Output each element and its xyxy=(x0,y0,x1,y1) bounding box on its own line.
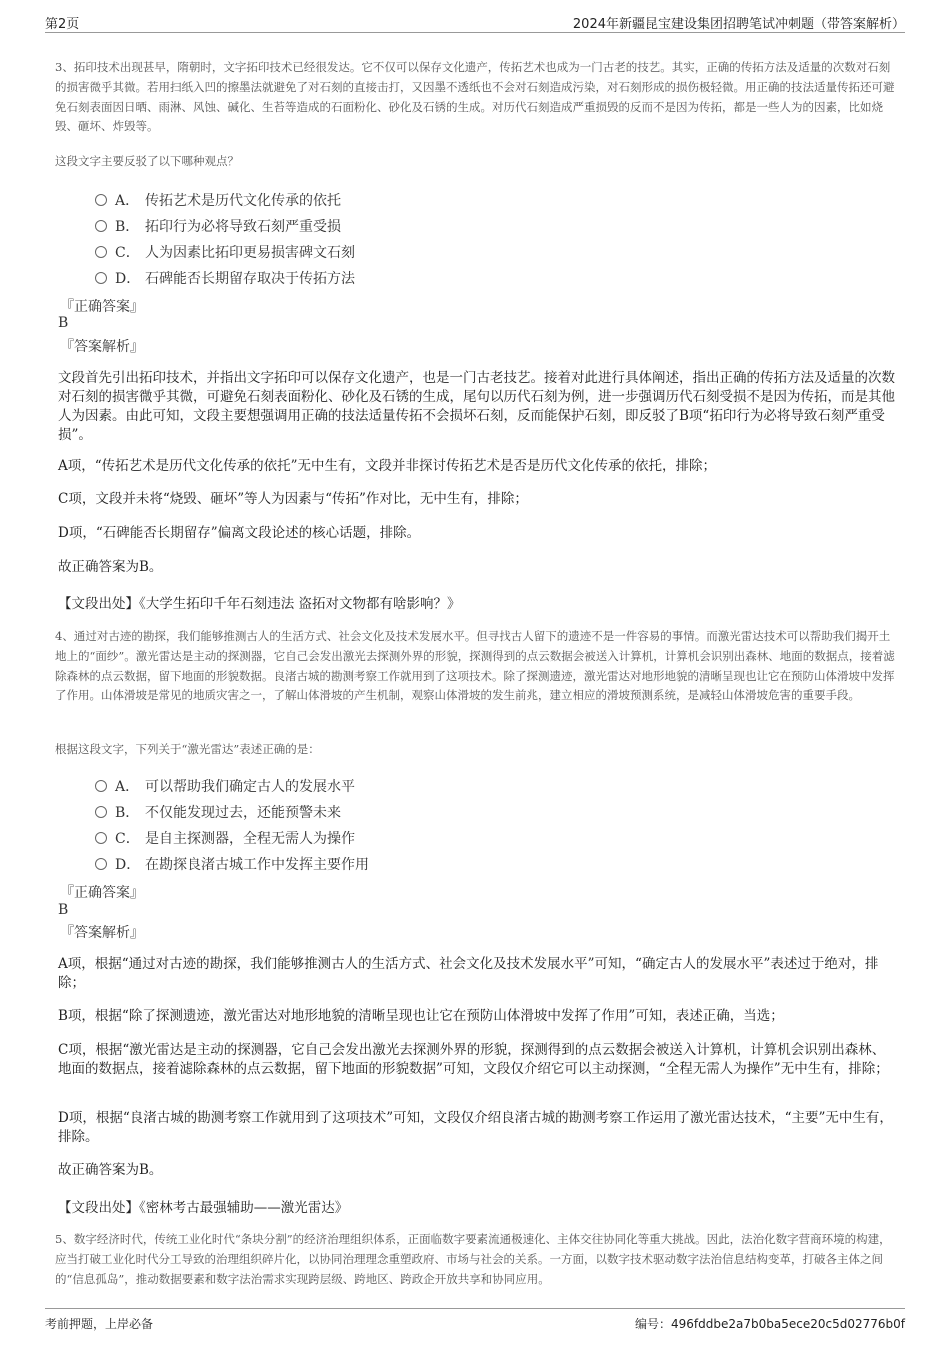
q4-analysis-3: C项，根据“激光雷达是主动的探测器，它自己会发出激光去探测外界的形貌，探测得到的点云数据会被送入计算机，计算机会识别出森林、地面的数据点，接着滤除森林的点云数据，留下地面的形貌数据”可知，文段仅介绍它可以主动探测，“全程无需人为操作”无中生有，排除； xyxy=(58,1042,889,1077)
page-number: 第2页 xyxy=(45,17,80,32)
q4-analysis-4: D项，根据“良渚古城的勘测考察工作就用到了这项技术”可知，文段仅介绍良渚古城的勘测考察工作运用了激光雷达技术，“主要”无中生有，排除。 xyxy=(58,1110,893,1145)
q3-passage: 3、拓印技术出现甚早，隋朝时，文字拓印技术已经很发达。它不仅可以保存文化遗产，传拓艺术也成为一门古老的技艺。其实，正确的传拓方法及适量的次数对石刻的损害微乎其微。若用扫纸入凹的擦墨法就避免了对石刻的直接击打，又因墨不透纸也不会对石刻造成污染，对石刻形成的损伤极轻微。用正确的技法适量传拓还可避免石刻表面因日晒、雨淋、风蚀、碱化、生苔等造成的石面粉化、砂化及石锈的生成。对历代石刻造成严重损毁的反而不是因为传拓，都是一些人为的因素，比如烧毁、砸坏、炸毁等。 xyxy=(55,60,895,134)
radio-icon[interactable] xyxy=(95,272,107,284)
q4-option-a[interactable]: A． 可以帮助我们确定古人的发展水平 xyxy=(95,773,369,799)
radio-icon[interactable] xyxy=(95,832,107,844)
q3-analysis-3: C项，文段并未将“烧毁、砸坏”等人为因素与“传拓”作对比，无中生有，排除； xyxy=(58,491,528,507)
q3-source: 【文段出处】《大学生拓印千年石刻违法 盗拓对文物都有啥影响？》 xyxy=(58,596,461,612)
q4-source: 【文段出处】《密林考古最强辅助——激光雷达》 xyxy=(58,1200,349,1216)
footer-slogan: 考前押题，上岸必备 xyxy=(45,1317,154,1331)
radio-icon[interactable] xyxy=(95,780,107,792)
document-code: 编号：496fddbe2a7b0ba5ece20c5d02776b0f xyxy=(635,1317,905,1331)
q4-answer-label: 『正确答案』 xyxy=(60,885,144,901)
q3-answer-label: 『正确答案』 xyxy=(60,299,144,315)
page-footer xyxy=(45,1308,905,1335)
radio-icon[interactable] xyxy=(95,858,107,870)
q5-passage: 5、数字经济时代，传统工业化时代“条块分割”的经济治理组织体系，正面临数字要素流通极速化、主体交往协同化等重大挑战。因此，法治化数字营商环境的构建，应当打破工业化时代分工导致的治理组织碎片化，以协同治理理念重塑政府、市场与社会的关系。一方面，以数字技术驱动数字法治信息结构变革，打破各主体之间的“信息孤岛”，推动数据要素和数字法治需求实现跨层级、跨地区、跨政企开放共享和协同应用。 xyxy=(55,1232,891,1286)
q4-passage: 4、通过对古迹的勘探，我们能够推测古人的生活方式、社会文化及技术发展水平。但寻找古人留下的遗迹不是一件容易的事情。而激光雷达技术可以帮助我们揭开土地上的“面纱”。激光雷达是主动的探测器，它自己会发出激光去探测外界的形貌，探测得到的点云数据会被送入计算机，计算机会识别出森林、地面的数据点，接着滤除森林的点云数据，留下地面的形貌数据。良渚古城的勘测考察工作就用到了这项技术。除了探测遗迹，激光雷达对地形地貌的清晰呈现也让它在预防山体滑坡中发挥了作用。山体滑坡是常见的地质灾害之一，了解山体滑坡的产生机制，观察山体滑坡的发生前兆，建立相应的滑坡预测系统，是减轻山体滑坡危害的重要手段。 xyxy=(55,629,895,703)
q3-analysis-2: A项，“传拓艺术是历代文化传承的依托”无中生有，文段并非探讨传拓艺术是否是历代文化传承的依托，排除； xyxy=(58,458,717,474)
page-header xyxy=(45,10,905,33)
radio-icon[interactable] xyxy=(95,246,107,258)
q4-analysis-2: B项，根据“除了探测遗迹，激光雷达对地形地貌的清晰呈现也让它在预防山体滑坡中发挥了作用”可知，表述正确，当选； xyxy=(58,1008,784,1024)
q4-option-c[interactable]: C． 是自主探测器，全程无需人为操作 xyxy=(95,825,369,851)
q3-analysis-label: 『答案解析』 xyxy=(60,339,144,355)
document-title: 2024年新疆昆宝建设集团招聘笔试冲刺题（带答案解析） xyxy=(572,17,905,32)
q3-option-b[interactable]: B． 拓印行为必将导致石刻严重受损 xyxy=(95,213,355,239)
q3-analysis-4: D项，“石碑能否长期留存”偏离文段论述的核心话题，排除。 xyxy=(58,525,421,541)
q4-option-b[interactable]: B． 不仅能发现过去，还能预警未来 xyxy=(95,799,369,825)
q4-options xyxy=(95,773,369,877)
q3-question: 这段文字主要反驳了以下哪种观点？ xyxy=(55,154,239,168)
radio-icon[interactable] xyxy=(95,194,107,206)
q3-analysis-5: 故正确答案为B。 xyxy=(58,559,163,575)
q3-option-a[interactable]: A． 传拓艺术是历代文化传承的依托 xyxy=(95,187,355,213)
q3-options xyxy=(95,187,355,291)
q4-question: 根据这段文字，下列关于“激光雷达”表述正确的是： xyxy=(55,742,320,756)
q4-answer: B xyxy=(58,902,69,918)
q3-option-c[interactable]: C． 人为因素比拓印更易损害碑文石刻 xyxy=(95,239,355,265)
q3-option-d[interactable]: D． 石碑能否长期留存取决于传拓方法 xyxy=(95,265,355,291)
q3-analysis-1: 文段首先引出拓印技术，并指出文字拓印可以保存文化遗产，也是一门古老技艺。接着对此进行具体阐述，指出正确的传拓方法及适量的次数对石刻的损害微乎其微，可避免石刻表面粉化、砂化及石锈的生成，尾句以历代石刻为例，进一步强调历代石刻受损不是因为传拓，而是其他人为因素。由此可知，文段主要想强调用正确的技法适量传拓不会损坏石刻，反而能保护石刻，即反驳了B项“拓印行为必将导致石刻严重受损”。 xyxy=(58,370,895,443)
q3-answer: B xyxy=(58,315,69,331)
q4-analysis-1: A项，根据“通过对古迹的勘探，我们能够推测古人的生活方式、社会文化及技术发展水平”可知，“确定古人的发展水平”表述过于绝对，排除； xyxy=(58,956,879,991)
q4-analysis-label: 『答案解析』 xyxy=(60,925,144,941)
q4-option-d[interactable]: D． 在勘探良渚古城工作中发挥主要作用 xyxy=(95,851,369,877)
radio-icon[interactable] xyxy=(95,220,107,232)
q4-analysis-5: 故正确答案为B。 xyxy=(58,1162,163,1178)
radio-icon[interactable] xyxy=(95,806,107,818)
